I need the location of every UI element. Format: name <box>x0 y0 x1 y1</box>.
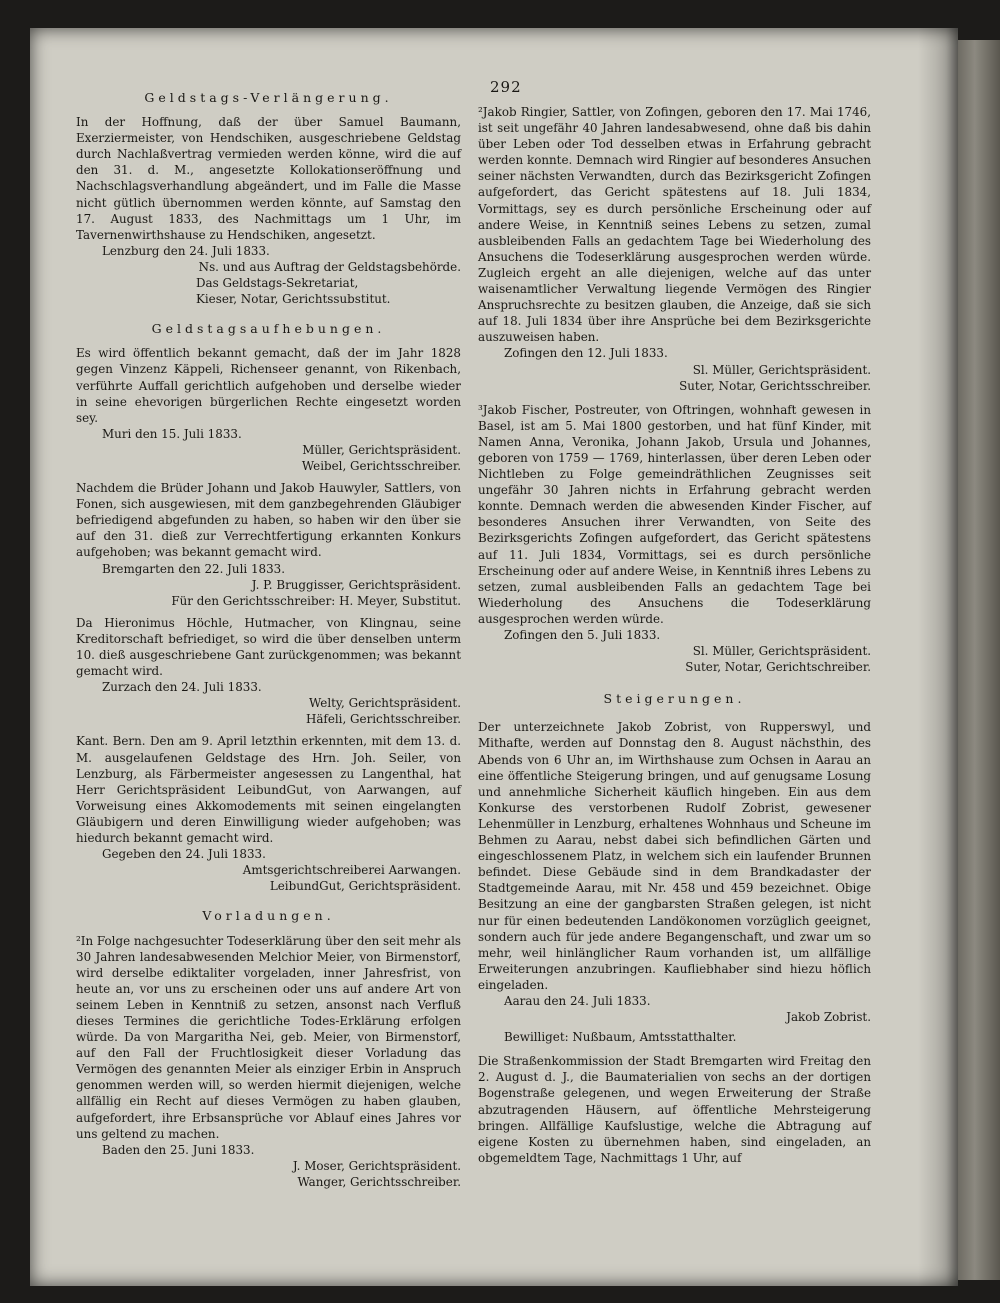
page-gutter-shadow <box>918 28 958 1286</box>
heading-geldstagsaufhebungen: Geldstagsaufhebungen. <box>151 321 386 337</box>
signature: Wanger, Gerichtsschreiber. <box>297 1174 461 1189</box>
right-column <box>478 104 871 1166</box>
heading-vorladungen: Vorladungen. <box>202 908 335 924</box>
place-date: Gegeben den 24. Juli 1833. <box>102 847 266 862</box>
signature: Welty, Gerichtspräsident. <box>309 696 461 711</box>
place-date: Lenzburg den 24. Juli 1833. <box>102 243 270 258</box>
signature: Ns. und aus Auftrag der Geldstagsbehörde. <box>198 259 461 274</box>
heading-geldstags-verlaengerung: Geldstags-Verlängerung. <box>144 90 393 105</box>
place-date: Muri den 15. Juli 1833. <box>102 426 242 441</box>
heading-steigerungen: Steigerungen. <box>603 691 746 707</box>
place-date: Zofingen den 12. Juli 1833. <box>504 346 668 361</box>
notice-hauwyler: Nachdem die Brüder Johann und Jakob Hauwyler, Sattlers, von Fonen, sich ausgewiesen, mit dem ganzbegehrenden Gläubiger befriedigend abgefunden zu haben, so haben wir den über sie auf den 31. dieß zur Verrechtfertigung erkannten Konkurs aufgehoben; was bekannt gemacht wird. <box>76 481 461 560</box>
notice-baumann: In der Hoffnung, daß der über Samuel Baumann, Exerziermeister, von Hendschiken, ausgeschriebene Geldstag durch Nachlaßvertrag vermieden werden könne, wird die auf den 31. d. M., angesetzte Kollokationseröffnung und Nachschlagsverhandlung abgeändert, und im Falle die Masse nicht gütlich übernommen werden könnte, auf Samstag den 17. August 1833, des Nachmittags um 1 Uhr, im Tavernenwirthshause zu Hendschiken, angesetzt. <box>76 115 461 242</box>
notice-ringier: ²Jakob Ringier, Sattler, von Zofingen, geboren den 17. Mai 1746, ist seit ungefähr 40 Jahren landesabwesend, ohne daß bis dahin über Leben oder Tod desselben etwas in Erfahrung gebracht werden konnte. Demnach wird Ringier auf besonderes Ansuchen seiner nächsten Verwandten, durch das Bezirksgericht Zofingen aufgefordert, das Gericht spätestens auf 18. Juli 1834, Vormittags, sey es durch persönliche Erscheinung oder auf andere Weise, in Kenntniß seines Lebens zu setzen, zumal ausbleibenden Falls an gedachtem Tage bei Wiederholung des Ansuchens die Todeserklärung ausgesprochen werden würde. Zugleich ergeht an alle diejenigen, welche auf das unter waisenamtlicher Verwaltung liegende Vermögen des Ringier Anspruchsrechte zu besitzen glauben, die Anzeige, daß sie sich auf 18. Juli 1834 über ihre Ansprüche bei dem Bezirksgerichte auszuweisen haben. <box>478 105 871 345</box>
left-column <box>76 84 461 1190</box>
notice-seiler: Kant. Bern. Den am 9. April letzthin erkennten, mit dem 13. d. M. ausgelaufenen Geldstage des Hrn. Joh. Seiler, von Lenzburg, als Färbermeister angesessen zu Langenthal, hat Herr Gerichtspräsident LeibundGut, von Aarwangen, auf Vorweisung eines Akkomodements mit seinen eingelangten Gläubigern und deren Einwilligung wieder aufgehoben; was hiedurch bekannt gemacht wird. <box>76 734 461 846</box>
place-date: Aarau den 24. Juli 1833. <box>504 993 651 1008</box>
notice-meier: ²In Folge nachgesuchter Todeserklärung über den seit mehr als 30 Jahren landesabwesenden Melchior Meier, von Birmenstorf, wird derselbe ediktaliter vorgeladen, inner Jahresfrist, von heute an, vor uns zu erscheinen oder uns auf andere Art von seinem Leben in Kenntniß zu setzen, ansonst nach Verfluß dieses Termines die gerichtliche Todes-Erklärung erfolgen würde. Da von Margaritha Nei, geb. Meier, von Birmenstorf, auf den Fall der Fruchtlosigkeit dieser Vorladung das Vermögen des genannten Meier als einziger Erbin in Anspruch genommen werden will, so werden hiermit diejenigen, welche allfällig ein Recht auf dieses Vermögen zu haben glauben, aufgefordert, ihre Erbsansprüche vor Ablauf eines Jahres vor uns geltend zu machen. <box>76 933 461 1141</box>
signature: LeibundGut, Gerichtspräsident. <box>269 879 461 894</box>
signature: Sl. Müller, Gerichtspräsident. <box>692 644 871 659</box>
signature: Für den Gerichtsschreiber: H. Meyer, Substitut. <box>171 593 461 608</box>
place-date: Baden den 25. Juni 1833. <box>102 1142 255 1157</box>
signature: Amtsgerichtschreiberei Aarwangen. <box>242 863 461 878</box>
notice-kaeppeli: Es wird öffentlich bekannt gemacht, daß der im Jahr 1828 gegen Vinzenz Käppeli, Richenseer genannt, von Rikenbach, verführte Auffall gerichtlich aufgehoben und derselbe wieder in seine ehevorigen bürgerlichen Rechte eingesetzt worden sey. <box>76 346 461 425</box>
signature: Häfeli, Gerichtsschreiber. <box>305 712 461 727</box>
signature: Kieser, Notar, Gerichtssubstitut. <box>196 292 391 307</box>
signature: Müller, Gerichtspräsident. <box>302 442 461 457</box>
notice-bremgarten-strassen: Die Straßenkommission der Stadt Bremgarten wird Freitag den 2. August d. J., die Baumaterialien von sechs an der dortigen Bogenstraße gelegenen, und wegen Erweiterung der Straße abzutragenden Häusern, auf öffentliche Mehrsteigerung bringen. Allfällige Kaufslustige, welche die Abtragung auf eigene Kosten zu übernehmen haben, sind eingeladen, an obgemeldtem Tage, Nachmittags 1 Uhr, auf <box>478 1054 871 1165</box>
next-page-edge <box>958 40 1000 1280</box>
signature: Sl. Müller, Gerichtspräsident. <box>692 362 871 377</box>
notice-zobrist: Der unterzeichnete Jakob Zobrist, von Rupperswyl, und Mithafte, werden auf Donnstag den 8. August nächsthin, des Abends von 6 Uhr an, im Wirthshause zum Ochsen in Aarau an eine öffentliche Steigerung bringen, und auf genugsame Losung und annehmliche Sicherheit käuflich hingeben. Ein aus dem Konkurse des verstorbenen Rudolf Zobrist, gewesener Lehenmüller in Lenzburg, erhaltenes Wohnhaus und Scheune im Behmen zu Aarau, nebst dabei sich befindlichen Gärten und eingeschlossenem Platz, in welchem sich ein laufender Brunnen befindet. Diese Gebäude sind in dem Brandkadaster der Stadtgemeinde Aarau, mit Nr. 458 und 459 bezeichnet. Obige Besitzung an eine der gangbarsten Straßen gelegen, ist nicht nur für einen bedeutenden Landökonomen vorzüglich geeignet, sondern auch für jede andere Begangenschaft, und zwar um so mehr, weil hinlänglicher Raum vorhanden ist, um allfällige Erweiterungen anzubringen. Kaufliebhaber sind hiezu höflich eingeladen. <box>478 720 871 992</box>
place-date: Zofingen den 5. Juli 1833. <box>504 628 661 642</box>
signature: J. Moser, Gerichtspräsident. <box>292 1158 461 1173</box>
page-number: 292 <box>490 78 522 96</box>
signature: Das Geldstags-Sekretariat, <box>196 276 359 291</box>
signature: Weibel, Gerichtsschreiber. <box>301 458 461 473</box>
notice-fischer: ³Jakob Fischer, Postreuter, von Oftringen, wohnhaft gewesen in Basel, ist am 5. Mai 1800 gestorben, und hat fünf Kinder, mit Namen Anna, Veronika, Johann Jakob, Ursula und Johannes, geboren von 1759 — 1769, hinterlassen, über deren Leben oder Nichtleben zu Folge gemeindräthlichen Zeugnisses seit ungefähr 30 Jahren nichts in Erfahrung gebracht werden konnte. Demnach werden die abwesenden Kinder Fischer, auf besonderes Ansuchen ihrer Verwandten, von Seite des Bezirksgerichts Zofingen aufgefordert, das Gericht spätestens auf 11. Juli 1834, Vormittags, sei es durch persönliche Erscheinung oder auf andere Weise, in Kenntniß ihres Lebens zu setzen, zumal ausbleibenden Falls an gedachtem Tage bei Wiederholung des Ansuchens die Todeserklärung ausgesprochen werden würde. <box>478 402 871 626</box>
place-date: Zurzach den 24. Juli 1833. <box>102 680 262 695</box>
signature: Jakob Zobrist. <box>786 1010 871 1025</box>
signature: J. P. Bruggisser, Gerichtspräsident. <box>251 577 461 592</box>
place-date: Bremgarten den 22. Juli 1833. <box>102 561 285 576</box>
approval-line: Bewilliget: Nußbaum, Amtsstatthalter. <box>504 1030 737 1045</box>
signature: Suter, Notar, Gerichtschreiber. <box>685 660 871 675</box>
signature: Suter, Notar, Gerichtsschreiber. <box>679 378 871 393</box>
notice-hoechle: Da Hieronimus Höchle, Hutmacher, von Klingnau, seine Kreditorschaft befriediget, so wird die über denselben unterm 10. dieß ausgeschriebene Gant zurückgenommen; was bekannt gemacht wird. <box>76 615 461 679</box>
